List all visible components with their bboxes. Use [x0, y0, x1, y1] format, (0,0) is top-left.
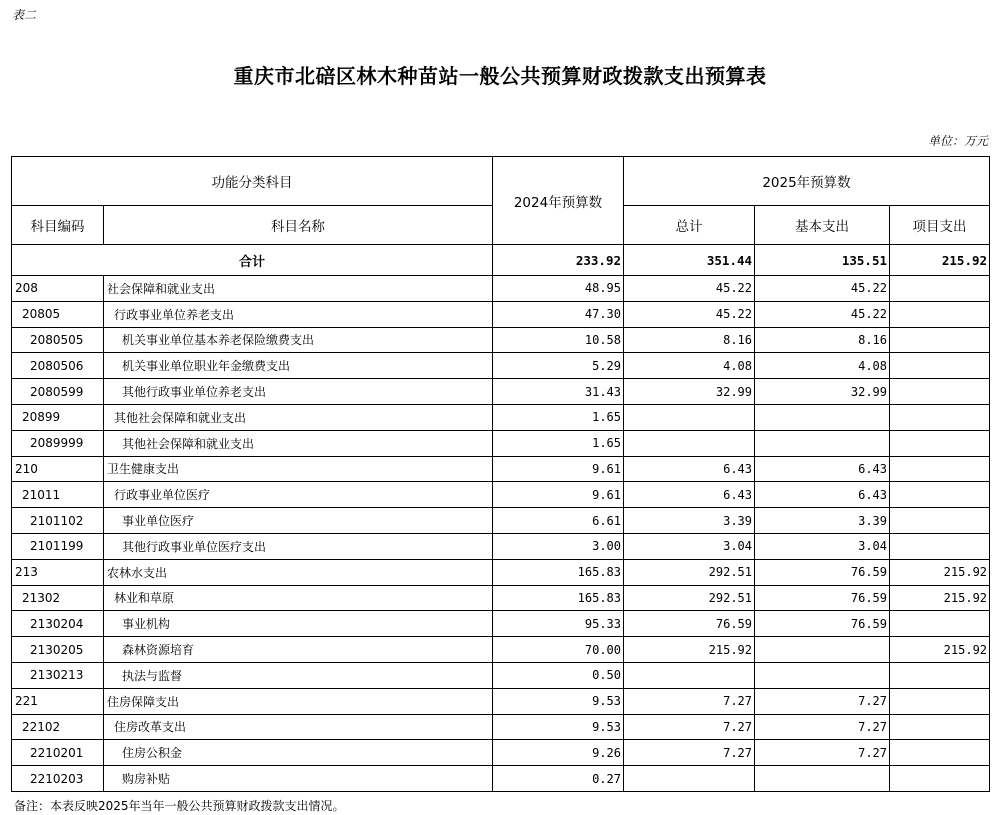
row-total: 45.22: [624, 301, 755, 327]
footnote: 备注：本表反映2025年当年一般公共预算财政拨款支出情况。: [14, 799, 345, 813]
table-row: [12, 559, 990, 585]
row-project: [890, 766, 990, 792]
row-project: 215.92: [890, 559, 990, 585]
row-total: 6.43: [624, 482, 755, 508]
table-row: [12, 456, 990, 482]
row-b2024: 9.53: [493, 688, 624, 714]
row-total: [624, 766, 755, 792]
table-row: [12, 379, 990, 405]
row-basic: 8.16: [755, 327, 890, 353]
row-name: 行政事业单位医疗: [104, 482, 493, 508]
header-project: 项目支出: [890, 206, 990, 245]
row-code: 2080599: [12, 379, 104, 405]
row-code: 2089999: [12, 430, 104, 456]
header-functional: 功能分类科目: [12, 157, 493, 206]
row-basic: 45.22: [755, 301, 890, 327]
header-row-1: [12, 157, 990, 206]
row-code: 21011: [12, 482, 104, 508]
table-row: [12, 714, 990, 740]
row-basic: [755, 430, 890, 456]
header-budget-2024: 2024年预算数: [493, 157, 624, 245]
row-total: 8.16: [624, 327, 755, 353]
row-code: 2101199: [12, 533, 104, 559]
row-b2024: 6.61: [493, 508, 624, 534]
row-name: 住房保障支出: [104, 688, 493, 714]
table-row: [12, 327, 990, 353]
row-project: [890, 327, 990, 353]
row-total: [624, 430, 755, 456]
row-b2024: 10.58: [493, 327, 624, 353]
row-project: [890, 740, 990, 766]
row-name: 其他社会保障和就业支出: [104, 404, 493, 430]
row-b2024: 165.83: [493, 585, 624, 611]
row-total: 215.92: [624, 637, 755, 663]
row-total: 292.51: [624, 585, 755, 611]
row-basic: 76.59: [755, 559, 890, 585]
row-name: 林业和草原: [104, 585, 493, 611]
table-row: [12, 766, 990, 792]
row-b2024: 1.65: [493, 404, 624, 430]
row-total: 7.27: [624, 740, 755, 766]
row-total: 6.43: [624, 456, 755, 482]
row-b2024: 165.83: [493, 559, 624, 585]
row-b2024: 95.33: [493, 611, 624, 637]
header-budget-2025: 2025年预算数: [624, 157, 990, 206]
total-b2024: 233.92: [493, 245, 624, 276]
row-name: 执法与监督: [104, 662, 493, 688]
row-basic: 6.43: [755, 482, 890, 508]
row-name: 事业机构: [104, 611, 493, 637]
row-basic: [755, 404, 890, 430]
header-code: 科目编码: [12, 206, 104, 245]
row-project: [890, 276, 990, 302]
row-name: 住房公积金: [104, 740, 493, 766]
row-name: 卫生健康支出: [104, 456, 493, 482]
table-row: [12, 585, 990, 611]
row-b2024: 0.50: [493, 662, 624, 688]
row-code: 21302: [12, 585, 104, 611]
row-project: [890, 482, 990, 508]
total-basic: 135.51: [755, 245, 890, 276]
header-name: 科目名称: [104, 206, 493, 245]
row-b2024: 31.43: [493, 379, 624, 405]
row-b2024: 0.27: [493, 766, 624, 792]
row-basic: 76.59: [755, 611, 890, 637]
row-project: [890, 379, 990, 405]
row-basic: 45.22: [755, 276, 890, 302]
row-code: 2130204: [12, 611, 104, 637]
row-b2024: 9.26: [493, 740, 624, 766]
row-total: 4.08: [624, 353, 755, 379]
row-code: 2210201: [12, 740, 104, 766]
row-total: 7.27: [624, 714, 755, 740]
table-row: [12, 353, 990, 379]
row-total: 76.59: [624, 611, 755, 637]
row-b2024: 47.30: [493, 301, 624, 327]
row-project: [890, 301, 990, 327]
row-project: [890, 404, 990, 430]
row-basic: [755, 662, 890, 688]
row-project: [890, 430, 990, 456]
table-row: [12, 404, 990, 430]
row-code: 2080506: [12, 353, 104, 379]
table-row: [12, 688, 990, 714]
row-b2024: 48.95: [493, 276, 624, 302]
row-code: 213: [12, 559, 104, 585]
row-project: [890, 456, 990, 482]
row-name: 机关事业单位基本养老保险缴费支出: [104, 327, 493, 353]
row-basic: 32.99: [755, 379, 890, 405]
row-basic: 3.04: [755, 533, 890, 559]
row-project: [890, 353, 990, 379]
table-row: [12, 508, 990, 534]
budget-table: [11, 156, 990, 792]
row-project: 215.92: [890, 585, 990, 611]
row-b2024: 9.61: [493, 456, 624, 482]
row-total: 3.04: [624, 533, 755, 559]
row-code: 2210203: [12, 766, 104, 792]
row-name: 购房补贴: [104, 766, 493, 792]
row-total: [624, 662, 755, 688]
row-name: 农林水支出: [104, 559, 493, 585]
total-row: [12, 245, 990, 276]
row-name: 机关事业单位职业年金缴费支出: [104, 353, 493, 379]
row-code: 20805: [12, 301, 104, 327]
row-b2024: 9.61: [493, 482, 624, 508]
header-basic: 基本支出: [755, 206, 890, 245]
row-basic: 4.08: [755, 353, 890, 379]
row-code: 221: [12, 688, 104, 714]
row-b2024: 70.00: [493, 637, 624, 663]
row-name: 森林资源培育: [104, 637, 493, 663]
row-total: [624, 404, 755, 430]
row-total: 45.22: [624, 276, 755, 302]
row-b2024: 5.29: [493, 353, 624, 379]
row-name: 事业单位医疗: [104, 508, 493, 534]
row-project: [890, 714, 990, 740]
row-project: [890, 611, 990, 637]
row-basic: 6.43: [755, 456, 890, 482]
row-name: 其他社会保障和就业支出: [104, 430, 493, 456]
row-b2024: 1.65: [493, 430, 624, 456]
row-basic: 7.27: [755, 688, 890, 714]
row-basic: [755, 637, 890, 663]
table-row: [12, 430, 990, 456]
row-total: 292.51: [624, 559, 755, 585]
table-row: [12, 276, 990, 302]
row-code: 208: [12, 276, 104, 302]
row-name: 社会保障和就业支出: [104, 276, 493, 302]
row-basic: 7.27: [755, 714, 890, 740]
table-row: [12, 637, 990, 663]
header-total: 总计: [624, 206, 755, 245]
unit-label: 单位：万元: [927, 134, 988, 148]
total-total: 351.44: [624, 245, 755, 276]
row-code: 2080505: [12, 327, 104, 353]
row-basic: 76.59: [755, 585, 890, 611]
row-total: 7.27: [624, 688, 755, 714]
row-name: 其他行政事业单位医疗支出: [104, 533, 493, 559]
row-b2024: 9.53: [493, 714, 624, 740]
row-code: 2130213: [12, 662, 104, 688]
table-row: [12, 611, 990, 637]
table-tag: 表二: [12, 8, 37, 22]
row-basic: 7.27: [755, 740, 890, 766]
row-project: [890, 533, 990, 559]
table-row: [12, 533, 990, 559]
table-row: [12, 662, 990, 688]
row-project: [890, 688, 990, 714]
row-name: 其他行政事业单位养老支出: [104, 379, 493, 405]
page-title: 重庆市北碚区林木种苗站一般公共预算财政拨款支出预算表: [233, 64, 767, 88]
total-label: 合计: [12, 245, 493, 276]
row-total: 32.99: [624, 379, 755, 405]
row-code: 210: [12, 456, 104, 482]
row-b2024: 3.00: [493, 533, 624, 559]
row-code: 22102: [12, 714, 104, 740]
table-row: [12, 301, 990, 327]
row-basic: [755, 766, 890, 792]
table-row: [12, 482, 990, 508]
row-code: 20899: [12, 404, 104, 430]
row-name: 住房改革支出: [104, 714, 493, 740]
table-row: [12, 740, 990, 766]
row-project: 215.92: [890, 637, 990, 663]
row-project: [890, 662, 990, 688]
row-total: 3.39: [624, 508, 755, 534]
row-project: [890, 508, 990, 534]
row-code: 2101102: [12, 508, 104, 534]
row-name: 行政事业单位养老支出: [104, 301, 493, 327]
row-code: 2130205: [12, 637, 104, 663]
total-project: 215.92: [890, 245, 990, 276]
row-basic: 3.39: [755, 508, 890, 534]
